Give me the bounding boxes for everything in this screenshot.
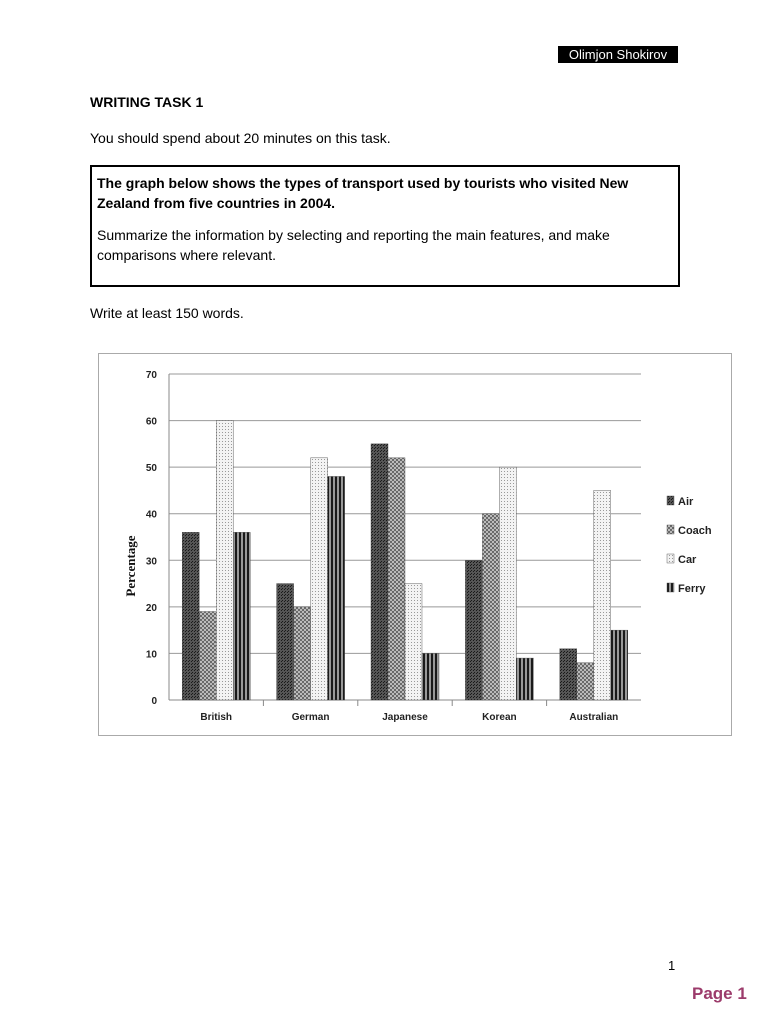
bar-coach-australian	[577, 663, 594, 700]
y-tick-label: 30	[145, 556, 157, 568]
bar-car-australian	[594, 490, 611, 700]
time-instruction: You should spend about 20 minutes on this task.	[90, 130, 391, 146]
bar-coach-japanese	[388, 458, 405, 700]
legend-swatch	[667, 525, 674, 534]
bar-coach-german	[294, 607, 311, 700]
task-prompt-bold: The graph below shows the types of transport used by tourists who visited New Zealand from five countries in 2004.	[97, 175, 629, 211]
page-footer-label: Page 1	[692, 984, 747, 1003]
y-tick-label: 60	[145, 416, 157, 428]
x-tick-label: Australian	[569, 712, 619, 723]
task-heading: WRITING TASK 1	[90, 94, 204, 110]
legend-swatch	[667, 583, 674, 592]
bar-air-australian	[560, 649, 577, 700]
bar-car-british	[216, 421, 233, 700]
legend-swatch	[667, 496, 674, 505]
x-tick-label: German	[291, 712, 330, 723]
chart-legend	[667, 496, 712, 595]
legend-label: Ferry	[678, 583, 706, 595]
bar-car-japanese	[405, 584, 422, 700]
bar-air-korean	[465, 560, 482, 700]
word-count-instruction: Write at least 150 words.	[90, 305, 244, 321]
bar-chart	[98, 353, 732, 736]
page-number: 1	[668, 958, 676, 973]
bar-air-japanese	[371, 444, 388, 700]
y-tick-label: 0	[151, 696, 157, 707]
y-tick-label: 10	[145, 649, 157, 661]
bar-air-german	[277, 584, 294, 700]
x-tick-label: Korean	[482, 712, 517, 723]
y-axis-label: Percentage	[123, 535, 138, 597]
legend-swatch	[667, 554, 674, 563]
y-tick-label: 70	[145, 370, 157, 381]
legend-label: Air	[678, 496, 694, 508]
bar-ferry-german	[328, 476, 345, 700]
bar-coach-korean	[482, 514, 499, 700]
author-name: Olimjon Shokirov	[558, 46, 678, 63]
bar-car-korean	[499, 467, 516, 700]
bar-car-german	[311, 458, 328, 700]
task-prompt-box	[90, 165, 680, 287]
legend-label: Car	[678, 554, 697, 566]
chart-svg	[99, 354, 731, 735]
legend-label: Coach	[678, 525, 712, 537]
bar-ferry-british	[233, 532, 250, 700]
task-prompt-text: Summarize the information by selecting and reporting the main features, and make comparisons where relevant.	[97, 227, 610, 263]
bar-ferry-japanese	[422, 653, 439, 700]
y-tick-label: 40	[145, 509, 157, 521]
y-tick-label: 20	[145, 602, 157, 614]
x-tick-label: British	[200, 712, 233, 723]
bar-coach-british	[199, 612, 216, 700]
y-tick-label: 50	[145, 463, 157, 475]
bar-air-british	[182, 532, 199, 700]
bar-ferry-australian	[611, 630, 628, 700]
bar-ferry-korean	[516, 658, 533, 700]
x-tick-label: Japanese	[382, 712, 428, 723]
